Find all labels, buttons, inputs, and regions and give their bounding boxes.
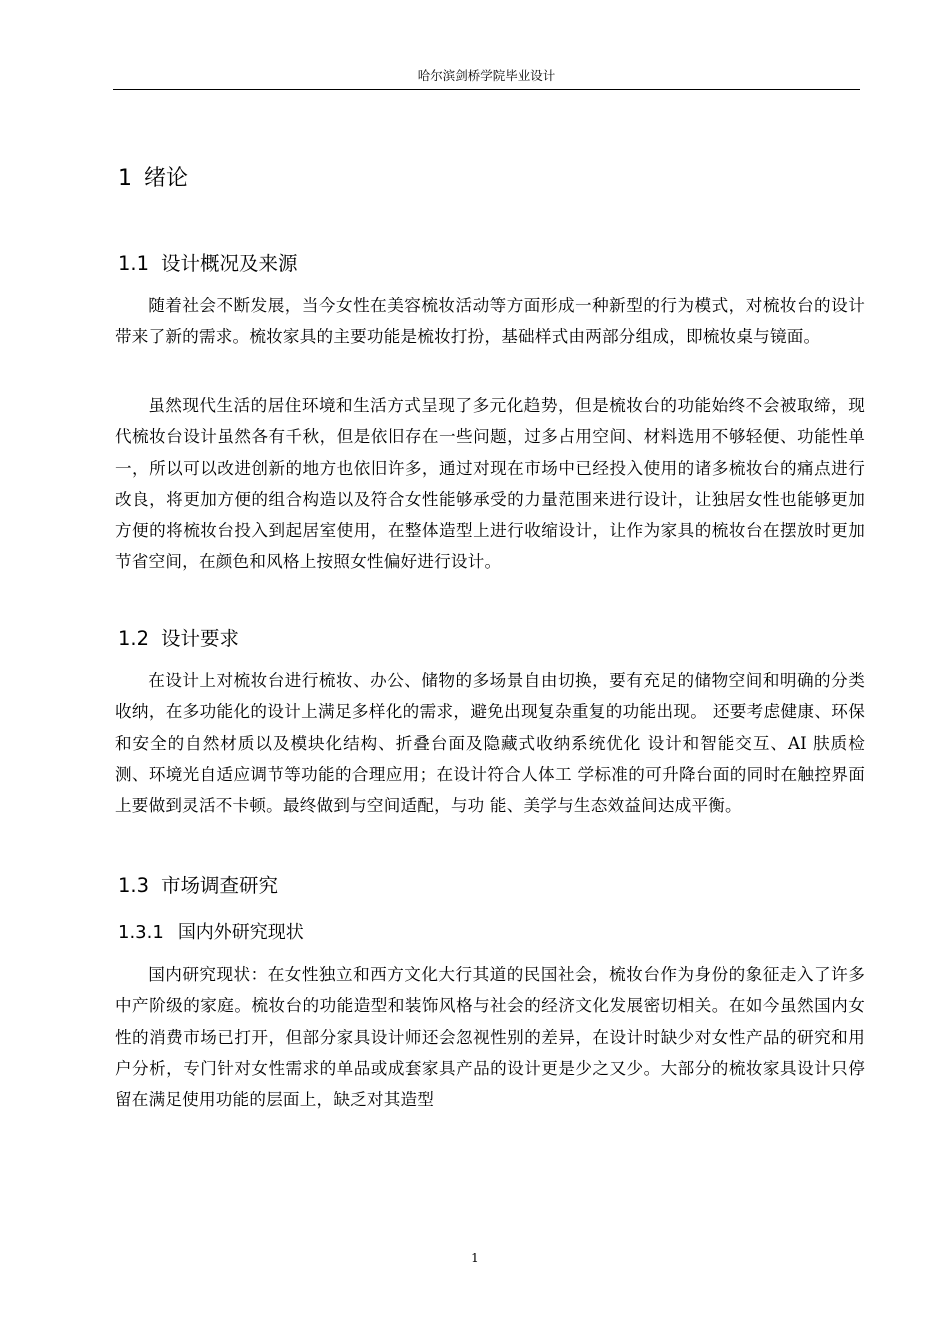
section-number: 1.2 xyxy=(118,627,150,650)
section-number: 1.1 xyxy=(118,252,150,275)
chapter-heading xyxy=(118,164,188,194)
body-paragraph: 国内研究现状：在女性独立和西方文化大行其道的民国社会，梳妆台作为身份的象征走入了许多中产阶级的家庭。梳妆台的功能造型和装饰风格与社会的经济文化发展密切相关。在如今虽然国内女性的消费市场已打开，但部分家具设计师还会忽视性别的差异，在设计时缺少对女性产品的研究和用户分析，专门针对女性需求的单品或成套家具产品的设计更是少之又少。大部分的梳妆家具设计只停留在满足使用功能的层面上，缺乏对其造型 xyxy=(115,965,865,1110)
page-number: 1 xyxy=(471,1251,479,1265)
header-rule xyxy=(113,89,860,90)
subsection-number: 1.3.1 xyxy=(118,922,164,943)
body-paragraph: 随着社会不断发展，当今女性在美容梳妆活动等方面形成一种新型的行为模式，对梳妆台的设计带来了新的需求。梳妆家具的主要功能是梳妆打扮，基础样式由两部分组成，即梳妆桌与镜面。 xyxy=(115,296,865,347)
section-title: 设计要求 xyxy=(161,627,240,650)
chapter-title: 绪论 xyxy=(144,166,189,191)
section-title: 设计概况及来源 xyxy=(161,252,298,275)
section-heading xyxy=(118,250,298,278)
body-paragraph: 在设计上对梳妆台进行梳妆、办公、储物的多场景自由切换，要有充足的储物空间和明确的分类收纳，在多功能化的设计上满足多样化的需求，避免出现复杂重复的功能出现。 还要考虑健康、环保和安全的自然材质以及模块化结构、折叠台面及隐藏式收纳系统优化 设计和智能交互、AI 肤质检测、环境光自适应调节等功能的合理应用；在设计符合人体工 学标准的可升降台面的同时在触控界面上要做到灵活不卡顿。最终做到与空间适配，与功 能、美学与生态效益间达成平衡。 xyxy=(115,671,865,816)
running-header: 哈尔滨剑桥学院毕业设计 xyxy=(417,68,556,83)
body-paragraph: 虽然现代生活的居住环境和生活方式呈现了多元化趋势，但是梳妆台的功能始终不会被取缔，现代梳妆台设计虽然各有千秋，但是依旧存在一些问题，过多占用空间、材料选用不够轻便、功能性单一，所以可以改进创新的地方也依旧许多，通过对现在市场中已经投入使用的诸多梳妆台的痛点进行改良，将更加方便的组合构造以及符合女性能够承受的力量范围来进行设计，让独居女性也能够更加方便的将梳妆台投入到起居室使用，在整体造型上进行收缩设计，让作为家具的梳妆台在摆放时更加节省空间，在颜色和风格上按照女性偏好进行设计。 xyxy=(115,396,865,572)
subsection-title: 国内外研究现状 xyxy=(177,922,304,943)
section-number: 1.3 xyxy=(118,874,150,897)
subsection-heading xyxy=(118,920,304,946)
chapter-number: 1 xyxy=(118,166,132,191)
section-heading xyxy=(118,625,239,653)
section-heading xyxy=(118,872,278,900)
section-title: 市场调查研究 xyxy=(161,874,279,897)
